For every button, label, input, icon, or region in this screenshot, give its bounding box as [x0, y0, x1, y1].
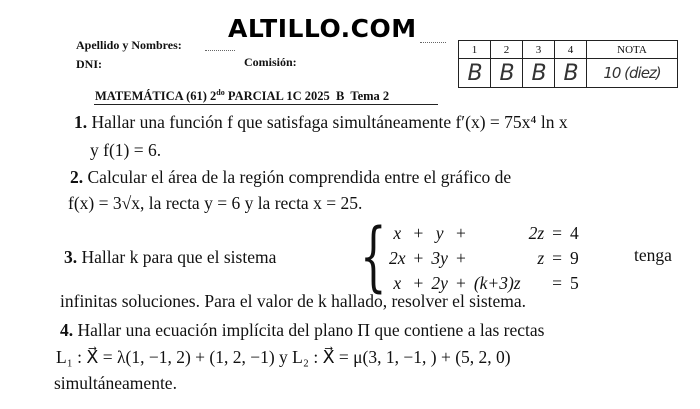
question-1-line2: y f(1) = 6.	[90, 140, 162, 160]
name-dots	[205, 50, 235, 51]
question-4-line1: Hallar una ecuación implícita del plano Π que contiene a las rectas	[77, 320, 545, 340]
system-cell: =	[552, 223, 563, 243]
grade-header-4: 4	[555, 41, 587, 59]
question-3-number: 3.	[64, 247, 78, 267]
question-2-line2: f(x) = 3√x, la recta y = 6 y la recta x = 25.	[68, 193, 363, 213]
system-cell	[526, 272, 548, 295]
system-cell: x	[393, 223, 402, 243]
grade-header-3: 3	[523, 41, 555, 59]
system-cell: +	[455, 273, 466, 293]
question-4-line3: simultáneamente.	[54, 373, 177, 393]
question-2-line1: Calcular el área de la región comprendida entre el gráfico de	[87, 167, 512, 187]
exam-heading	[95, 88, 389, 104]
course-name: MATEMÁTICA (61)	[95, 89, 207, 104]
grade-header-nota: NOTA	[587, 41, 678, 59]
ordinal-number: 2	[210, 89, 217, 104]
exam-theme: Tema 2	[350, 89, 390, 104]
question-2	[70, 167, 511, 188]
system-cell: (k+3)z	[473, 273, 521, 293]
question-1-number: 1.	[74, 112, 88, 132]
header-dots	[420, 42, 446, 43]
grade-header-2: 2	[491, 41, 523, 59]
commission-label: Comisión:	[244, 55, 297, 69]
grade-table	[458, 40, 678, 88]
ordinal-suffix: do	[216, 88, 225, 97]
system-cell: 4	[570, 223, 579, 243]
grade-marks-row	[459, 59, 678, 88]
system-cell: +	[455, 223, 466, 243]
system-cell: =	[552, 273, 563, 293]
question-4-number: 4.	[60, 320, 74, 340]
grade-mark-nota: 10 (diez)	[587, 59, 678, 88]
question-4	[60, 320, 544, 341]
system-cell: +	[413, 273, 424, 293]
question-4-line2: L₁ : X⃗ = λ(1, −1, 2) + (1, 2, −1) y L₂ : X⃗ = μ(3, 1, −1, ) + (5, 2, 0)	[56, 347, 511, 367]
system-cell: 5	[570, 273, 579, 293]
grade-mark-3: B	[523, 59, 555, 88]
linear-system	[384, 220, 584, 297]
system-cell	[471, 222, 524, 245]
system-cell: x	[393, 273, 402, 293]
grade-mark-4: B	[555, 59, 587, 88]
name-label: Apellido y Nombres:	[76, 38, 182, 52]
system-cell: 2z	[528, 223, 545, 243]
exam-term: 1C 2025	[286, 89, 330, 104]
system-cell: z	[537, 248, 545, 268]
grade-header-row	[459, 41, 678, 59]
grade-header-1: 1	[459, 41, 491, 59]
question-1-line1: Hallar una función f que satisfaga simultáneamente f′(x) = 75x⁴ ln x	[91, 112, 568, 132]
system-cell: y	[435, 223, 444, 243]
exam-type: PARCIAL	[227, 89, 284, 104]
grade-mark-2: B	[491, 59, 523, 88]
question-3-intro: Hallar k para que el sistema	[81, 247, 277, 267]
system-row-1	[386, 222, 582, 245]
site-logo: ALTILLO.COM	[228, 14, 417, 43]
system-brace: {	[360, 211, 387, 300]
exam-variant: B	[336, 89, 345, 104]
grade-mark-1: B	[459, 59, 491, 88]
system-cell: 9	[570, 248, 579, 268]
heading-underline	[94, 104, 438, 105]
system-cell: +	[455, 248, 466, 268]
question-3-tail: tenga	[634, 245, 672, 265]
question-1	[74, 112, 568, 133]
dni-label: DNI:	[76, 57, 102, 71]
system-cell	[471, 247, 524, 270]
system-cell: 2x	[389, 248, 406, 268]
system-cell: 3y	[431, 248, 448, 268]
system-cell: +	[413, 223, 424, 243]
question-3	[64, 247, 276, 268]
system-cell: +	[413, 248, 424, 268]
system-row-2	[386, 247, 582, 270]
question-3-line2: infinitas soluciones. Para el valor de k hallado, resolver el sistema.	[60, 291, 527, 311]
question-2-number: 2.	[70, 167, 84, 187]
system-cell: 2y	[431, 273, 448, 293]
system-cell: =	[552, 248, 563, 268]
